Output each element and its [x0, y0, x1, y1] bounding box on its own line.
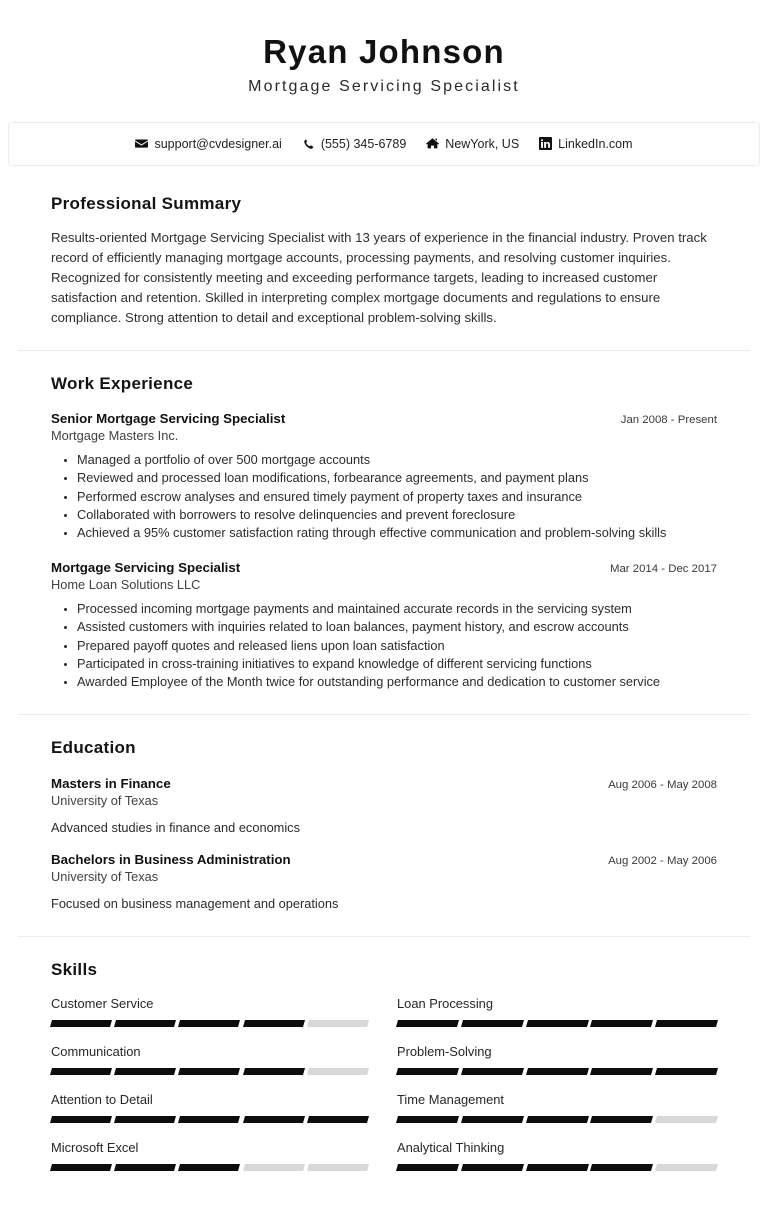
skill-rating-segment	[178, 1116, 240, 1123]
skill-rating-segment	[590, 1116, 653, 1123]
phone-icon	[302, 137, 315, 150]
skill-rating-bar	[397, 1164, 717, 1171]
education-entry	[51, 776, 717, 837]
skill-rating-segment	[178, 1068, 240, 1075]
resume-body	[0, 166, 768, 1208]
list-item: • Collaborated with borrowers to resolve delinquencies and prevent foreclosure	[77, 506, 717, 523]
skill-label: Analytical Thinking	[397, 1139, 505, 1155]
skill-rating-segment	[114, 1068, 176, 1075]
skill-rating-segment	[655, 1116, 718, 1123]
list-item: • Participated in cross-training initiatives to expand knowledge of different servicing functions	[77, 655, 717, 672]
experience-date: Jan 2008 - Present	[620, 413, 717, 426]
envelope-icon	[135, 137, 148, 150]
skill-rating-segment	[307, 1116, 369, 1123]
skill-label: Attention to Detail	[51, 1091, 153, 1107]
skill-label: Customer Service	[51, 995, 154, 1011]
skill-rating-segment	[178, 1020, 240, 1027]
list-item: • Managed a portfolio of over 500 mortgage accounts	[77, 451, 717, 468]
contact-phone[interactable]	[302, 137, 406, 151]
skill-rating-segment	[655, 1164, 718, 1171]
skill-rating-segment	[590, 1020, 653, 1027]
experience-date: Mar 2014 - Dec 2017	[609, 562, 717, 575]
education-description: Focused on business management and operations	[51, 895, 339, 911]
experience-organization: Mortgage Masters Inc.	[51, 427, 179, 443]
skill-label: Microsoft Excel	[51, 1139, 139, 1155]
skill-label: Communication	[51, 1043, 141, 1059]
skill-item	[397, 1140, 717, 1188]
education-date: Aug 2006 - May 2008	[608, 778, 717, 791]
skill-rating-segment	[396, 1068, 459, 1075]
list-item: • Performed escrow analyses and ensured timely payment of property taxes and insurance	[77, 488, 717, 505]
experience-role: Mortgage Servicing Specialist	[51, 559, 241, 575]
contact-linkedin-label: LinkedIn.com	[558, 136, 633, 151]
experience-heading: Work Experience	[51, 373, 194, 393]
summary-text: Results-oriented Mortgage Servicing Specialist with 13 years of experience in the financial industry. Proven track record of efficiently managing mortgage accounts, processing payments, and resolving customer inquiries. Recognized for consistently meeting and exceeding performance targets, leading to increased customer satisfaction and retention. Skilled in interpreting complex mortgage documents and regulations to ensure compliance. Strong attention to detail and exceptional problem-solving skills.	[51, 229, 707, 325]
skill-rating-segment	[50, 1068, 112, 1075]
education-description: Advanced studies in finance and economics	[51, 819, 300, 835]
skill-rating-segment	[50, 1020, 112, 1027]
page-title: Ryan Johnson	[263, 33, 505, 70]
skill-rating-segment	[307, 1020, 369, 1027]
list-item: • Assisted customers with inquiries related to loan balances, payment history, and escrow accounts	[77, 618, 717, 635]
skill-label: Problem-Solving	[397, 1043, 492, 1059]
experience-role: Senior Mortgage Servicing Specialist	[51, 410, 286, 426]
skill-label: Loan Processing	[397, 995, 494, 1011]
list-item: • Prepared payoff quotes and released liens upon loan satisfaction	[77, 637, 717, 654]
education-entry-head	[51, 776, 717, 791]
skill-rating-segment	[461, 1116, 524, 1123]
contact-location[interactable]	[426, 137, 519, 151]
skill-rating-segment	[307, 1068, 369, 1075]
resume-header	[0, 0, 768, 116]
skill-rating-segment	[243, 1068, 305, 1075]
education-degree: Masters in Finance	[51, 775, 171, 791]
experience-bullets	[51, 451, 717, 542]
contact-email[interactable]	[135, 137, 281, 151]
home-icon	[426, 137, 439, 150]
skill-item	[51, 1140, 368, 1188]
skill-rating-bar	[51, 1116, 368, 1123]
skill-rating-segment	[243, 1116, 305, 1123]
skill-rating-segment	[655, 1020, 718, 1027]
experience-organization: Home Loan Solutions LLC	[51, 576, 201, 592]
skill-rating-segment	[526, 1164, 589, 1171]
skill-rating-segment	[243, 1020, 305, 1027]
skill-rating-segment	[461, 1020, 524, 1027]
skill-rating-bar	[51, 1068, 368, 1075]
skill-rating-segment	[50, 1116, 112, 1123]
education-school: University of Texas	[51, 868, 159, 884]
skill-rating-segment	[526, 1116, 589, 1123]
list-item: • Awarded Employee of the Month twice for outstanding performance and dedication to customer service	[77, 673, 717, 690]
skill-item	[51, 1092, 368, 1140]
contact-linkedin[interactable]	[539, 137, 632, 151]
skill-rating-segment	[655, 1068, 718, 1075]
experience-entry-head	[51, 411, 717, 426]
skill-rating-segment	[114, 1020, 176, 1027]
skill-rating-segment	[243, 1164, 305, 1171]
skill-rating-bar	[397, 1020, 717, 1027]
skill-rating-segment	[526, 1020, 589, 1027]
list-item: • Achieved a 95% customer satisfaction rating through effective communication and problem-solving skills	[77, 524, 717, 541]
education-date: Aug 2002 - May 2006	[608, 854, 717, 867]
skills-grid	[51, 996, 717, 1188]
skill-item	[397, 996, 717, 1044]
education-entry	[51, 852, 717, 913]
skill-item	[397, 1044, 717, 1092]
experience-entry	[51, 560, 717, 691]
skill-item	[51, 996, 368, 1044]
skill-rating-bar	[397, 1116, 717, 1123]
skill-rating-segment	[396, 1116, 459, 1123]
education-heading: Education	[51, 737, 136, 757]
skill-rating-bar	[397, 1068, 717, 1075]
skill-rating-segment	[461, 1068, 524, 1075]
skill-rating-segment	[590, 1068, 653, 1075]
contact-location-label: NewYork, US	[445, 136, 520, 151]
job-title: Mortgage Servicing Specialist	[248, 77, 520, 95]
skill-item	[397, 1092, 717, 1140]
skill-rating-segment	[396, 1020, 459, 1027]
skill-label: Time Management	[397, 1091, 504, 1107]
skill-rating-segment	[178, 1164, 240, 1171]
skill-rating-segment	[50, 1164, 112, 1171]
skill-rating-bar	[51, 1164, 368, 1171]
contact-phone-label: (555) 345-6789	[320, 136, 407, 151]
skill-rating-segment	[114, 1116, 176, 1123]
education-degree: Bachelors in Business Administration	[51, 851, 291, 867]
education-entry-head	[51, 852, 717, 867]
skill-item	[51, 1044, 368, 1092]
list-item: • Reviewed and processed loan modifications, forbearance agreements, and payment plans	[77, 469, 717, 486]
section-education	[8, 715, 760, 936]
section-skills	[8, 937, 760, 1208]
experience-bullets	[51, 600, 717, 691]
section-work-experience	[8, 351, 760, 714]
experience-entry	[51, 411, 717, 542]
list-item: • Processed incoming mortgage payments and maintained accurate records in the servicing system	[77, 600, 717, 617]
skill-rating-segment	[307, 1164, 369, 1171]
skill-rating-segment	[461, 1164, 524, 1171]
section-professional-summary	[8, 166, 760, 350]
skill-rating-segment	[526, 1068, 589, 1075]
skill-rating-bar	[51, 1020, 368, 1027]
linkedin-icon	[539, 137, 552, 150]
contact-bar	[8, 122, 760, 166]
skill-rating-segment	[114, 1164, 176, 1171]
skills-heading: Skills	[51, 959, 98, 979]
experience-entry-head	[51, 560, 717, 575]
summary-heading: Professional Summary	[51, 193, 242, 213]
skill-rating-segment	[590, 1164, 653, 1171]
contact-email-label: support@cvdesigner.ai	[154, 136, 282, 151]
education-school: University of Texas	[51, 792, 159, 808]
skill-rating-segment	[396, 1164, 459, 1171]
